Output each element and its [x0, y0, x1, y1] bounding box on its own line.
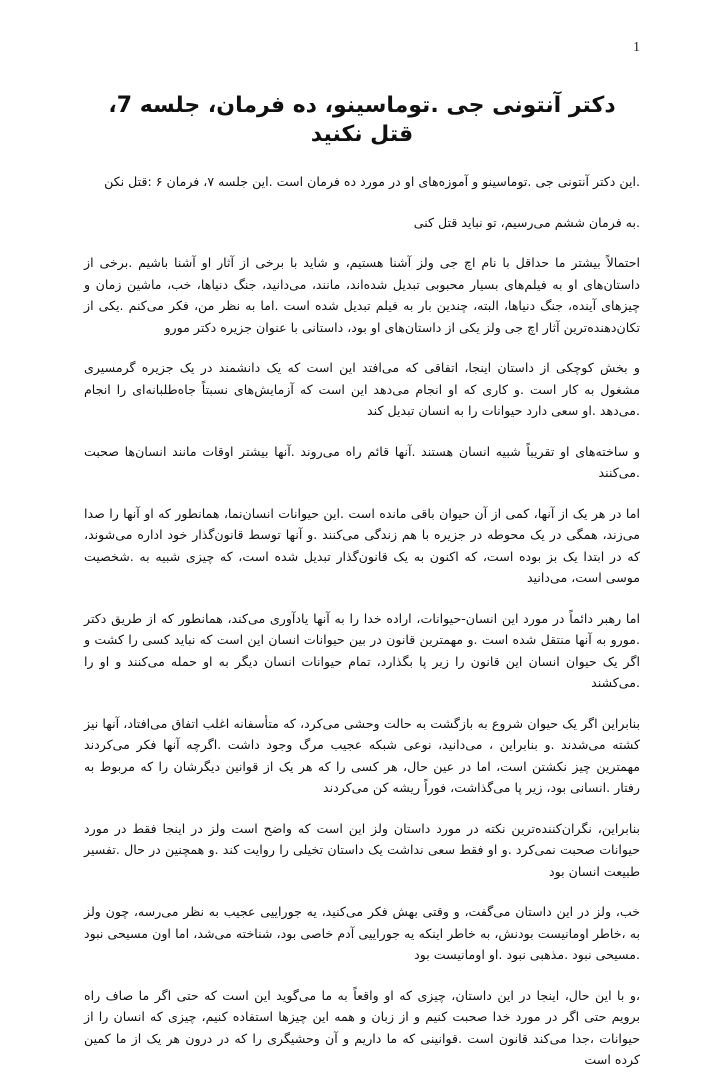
- document-body: [84, 80, 640, 1090]
- paragraph: اما در هر یک از آنها، کمی از آن حیوان باقی مانده است .این حیوانات انسان‌نما، همانطور که او آنها را صدا می‌زند، همگی در یک محوطه در جزیره با هم زندگی می‌کنند .و آنها توسط قانون‌گذار خود اداره می‌شوند، که در ابتدا یک بز بوده است، که اکنون به یک قانون‌گذار تبدیل شده است، که چیزی شبیه به .شخصیت موسی است، می‌دانید: [84, 505, 640, 586]
- paragraph: خب، ولز در این داستان می‌گفت، و وقتی بهش فکر می‌کنید، یه جوراییی عجیب به نظر می‌رسه، چون ولز به ،خاطر اومانیست بودنش، به خاطر اینکه یه جوراییی آدم خاصی بود، شناخته می‌شد، اما اون مسیحی نبود .مسیحی نبود .مذهبی نبود .او اومانیست بود: [84, 904, 640, 963]
- paragraph: احتمالاً بیشتر ما حداقل با نام اچ جی ولز آشنا هستیم، و شاید با برخی از آثار او آشنا باشیم .برخی از داستان‌های او به فیلم‌های بسیار محبوبی تبدیل شده‌اند، مانند، می‌دانید، جنگ دنیاها، خب، ماشین زمان و چیزهای آینده، جنگ دنیاها، البته، چندین بار به فیلم تبدیل شده است .اما به نظر من، فکر می‌کنم .یکی از تکان‌دهنده‌ترین آثار اچ جی ولز یکی از داستان‌های او بود، داستانی با عنوان جزیره دکتر مورو: [84, 255, 640, 335]
- paragraph: بنابراین، نگران‌کننده‌ترین نکته در مورد داستان ولز این است که واضح است ولز در اینجا فقط در مورد حیوانات صحبت نمی‌کرد .و او فقط سعی نداشت یک داستان تخیلی را روایت کند .و همچنین در حال .تفسیر طبیعت انسان بود: [84, 820, 640, 879]
- document-title: دکتر آنتونی جی .توماسینو، ده فرمان، جلسه 7، قتل نکنید: [108, 93, 616, 147]
- paragraph: ،و با این حال، اینجا در این داستان، چیزی که او واقعاً به ما می‌گوید این است که حتی اگر ما صاف راه برویم حتی اگر در مورد خدا صحبت کنیم و از زبان و همه این چیزها استفاده کنیم، چیزی که انسان را از حیوانات ،جدا می‌کند قانون است .قوانینی که ما داریم و آن وحشیگری را که در درون هر یک از ما کمین کرده است: [84, 987, 640, 1068]
- paragraph: .به فرمان ششم می‌رسیم، تو نباید قتل کنی: [413, 214, 640, 230]
- paragraph: .این دکتر آنتونی جی .توماسینو و آموزه‌های او در مورد ده فرمان است .این جلسه ۷، فرمان ۶ :قتل نکن: [104, 174, 640, 190]
- page-number: 1: [633, 40, 640, 55]
- paragraph: و بخش کوچکی از داستان اینجا، اتفاقی که می‌افتد این است که یک دانشمند در یک جزیره گرمسیری مشغول به کار است .و کاری که او انجام می‌دهد این است که آزمایش‌های نسبتاً جاه‌طلبانه‌ای را انجام .می‌دهد .او سعی دارد حیوانات را به انسان تبدیل کند: [84, 360, 640, 419]
- paragraph: اما رهبر دائماً در مورد این انسان-حیوانات، اراده خدا را به آنها یادآوری می‌کند، همانطور که از طریق دکتر .مورو به آنها منتقل شده است .و مهمترین قانون در بین حیوانات انسان این است که نباید کسی را کشت و اگر یک حیوان انسان این قانون را زیر پا بگذارد، تمام حیوانات انسان دیگر به او حمله می‌کنند و او را .می‌کشند: [84, 610, 640, 691]
- paragraph: بنابراین اگر یک حیوان شروع به بازگشت به حالت وحشی می‌کرد، که متأسفانه اغلب اتفاق می‌افتاد، آنها نیز کشته می‌شدند .و بنابراین ، می‌دانید، نوعی شبکه عجیب مرگ وجود داشت .اگرچه آنها فکر می‌کردند مهمترین چیز نکشتن است، اما در عین حال، هر کسی را که هر یک از قوانین دیگرشان را که مربوط به رفتار .انسانی بود، زیر پا می‌گذاشت، فوراً ریشه کن می‌کردند: [84, 715, 640, 796]
- paragraph: و ساخته‌های او تقریباً شبیه انسان هستند .آنها قائم راه می‌روند .آنها بیشتر اوقات مانند انسان‌ها صحبت .می‌کنند: [84, 443, 640, 481]
